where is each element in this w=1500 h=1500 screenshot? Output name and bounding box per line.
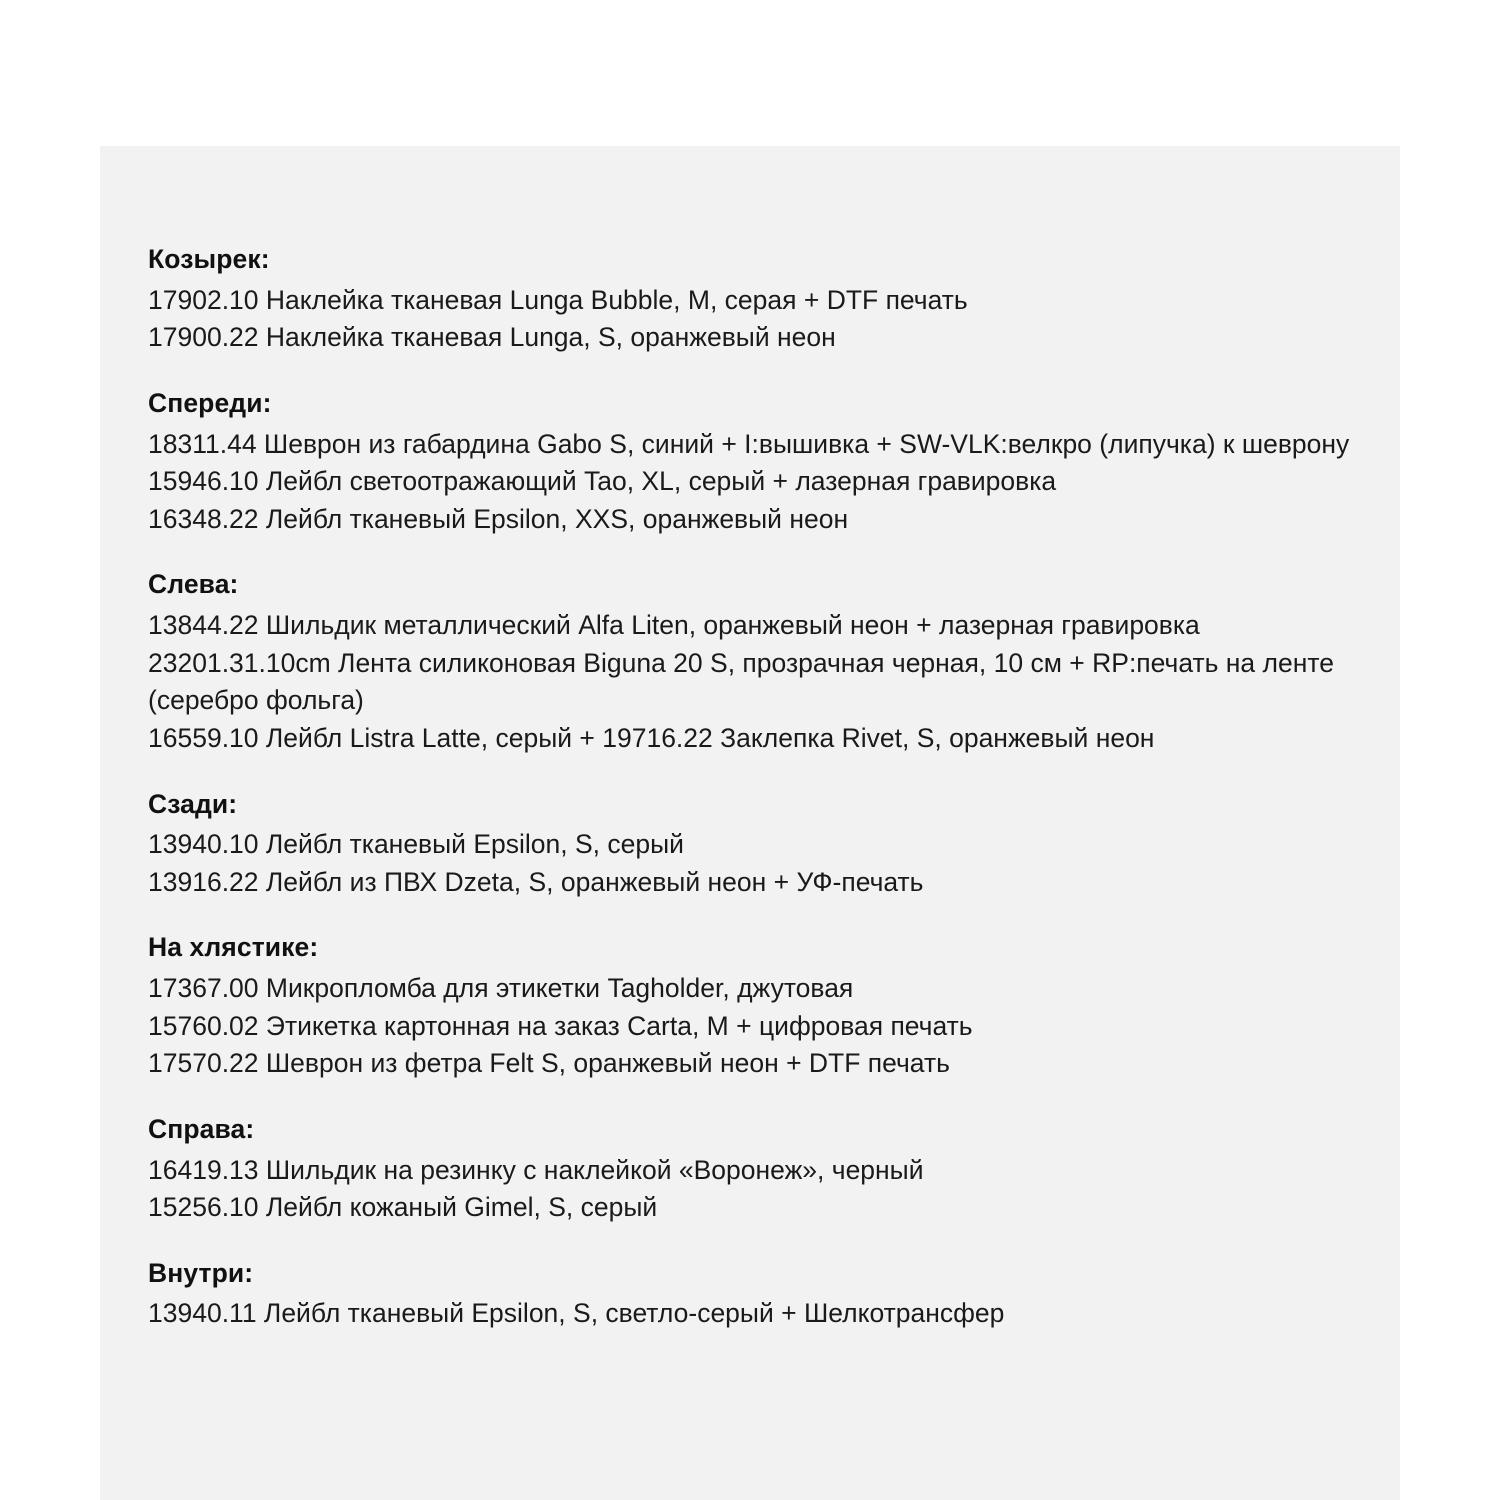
section-line: 15946.10 Лейбл светоотражающий Tao, XL, серый + лазерная гравировка — [148, 466, 1057, 497]
section-title: Внутри: — [148, 1257, 254, 1288]
section-title: Слева: — [148, 569, 239, 600]
section-vnutri — [148, 1255, 1360, 1333]
section-line: 13844.22 Шильдик металлический Alfa Liten, оранжевый неон + лазерная гравировка — [148, 610, 1200, 640]
section-title: Спереди: — [148, 387, 272, 418]
section-line: 17902.10 Наклейка тканевая Lunga Bubble, M, серая + DTF печать — [148, 284, 968, 315]
section-line: 16348.22 Лейбл тканевый Epsilon, XXS, оранжевый неон — [148, 503, 849, 534]
section-title: Сзади: — [148, 788, 238, 819]
section-line: 13940.11 Лейбл тканевый Epsilon, S, светло-серый + Шелкотрансфер — [148, 1298, 1005, 1329]
document-page — [100, 146, 1400, 1500]
section-line: 16419.13 Шильдик на резинку с наклейкой «Воронеж», черный — [148, 1154, 924, 1185]
section-line: 15256.10 Лейбл кожаный Gimel, S, серый — [148, 1192, 658, 1223]
section-line: 15760.02 Этикетка картонная на заказ Carta, M + цифровая печать — [148, 1010, 973, 1041]
section-sleva — [148, 566, 1360, 757]
section-line: 13940.10 Лейбл тканевый Epsilon, S, серый — [148, 829, 684, 860]
document-content — [148, 241, 1360, 1333]
section-line: 16559.10 Лейбл Listra Latte, серый + 19716.22 Заклепка Rivet, S, оранжевый неон — [148, 722, 1155, 753]
section-na-hlyastike — [148, 929, 1360, 1083]
section-line: 18311.44 Шеврон из габардина Gabo S, синий + I:вышивка + SW-VLK:велкро (липучка) к шеврону — [148, 428, 1350, 459]
section-line: 17900.22 Наклейка тканевая Lunga, S, оранжевый неон — [148, 322, 836, 353]
section-sprava — [148, 1111, 1360, 1227]
section-line: 13916.22 Лейбл из ПВХ Dzeta, S, оранжевый неон + УФ-печать — [148, 866, 924, 897]
section-speredi — [148, 385, 1360, 539]
section-kozyrek — [148, 241, 1360, 357]
section-title: На хлястике: — [148, 932, 319, 963]
section-line: 17367.00 Микропломба для этикетки Tagholder, джутовая — [148, 973, 854, 1003]
section-title: Справа: — [148, 1113, 255, 1144]
section-title: Козырек: — [148, 244, 270, 274]
section-szadi — [148, 786, 1360, 902]
section-line: 23201.31.10cm Лента силиконовая Biguna 20 S, прозрачная черная, 10 см + RP:печать на ленте (серебро фольга) — [148, 647, 1334, 716]
section-line: 17570.22 Шеврон из фетра Felt S, оранжевый неон + DTF печать — [148, 1048, 950, 1079]
